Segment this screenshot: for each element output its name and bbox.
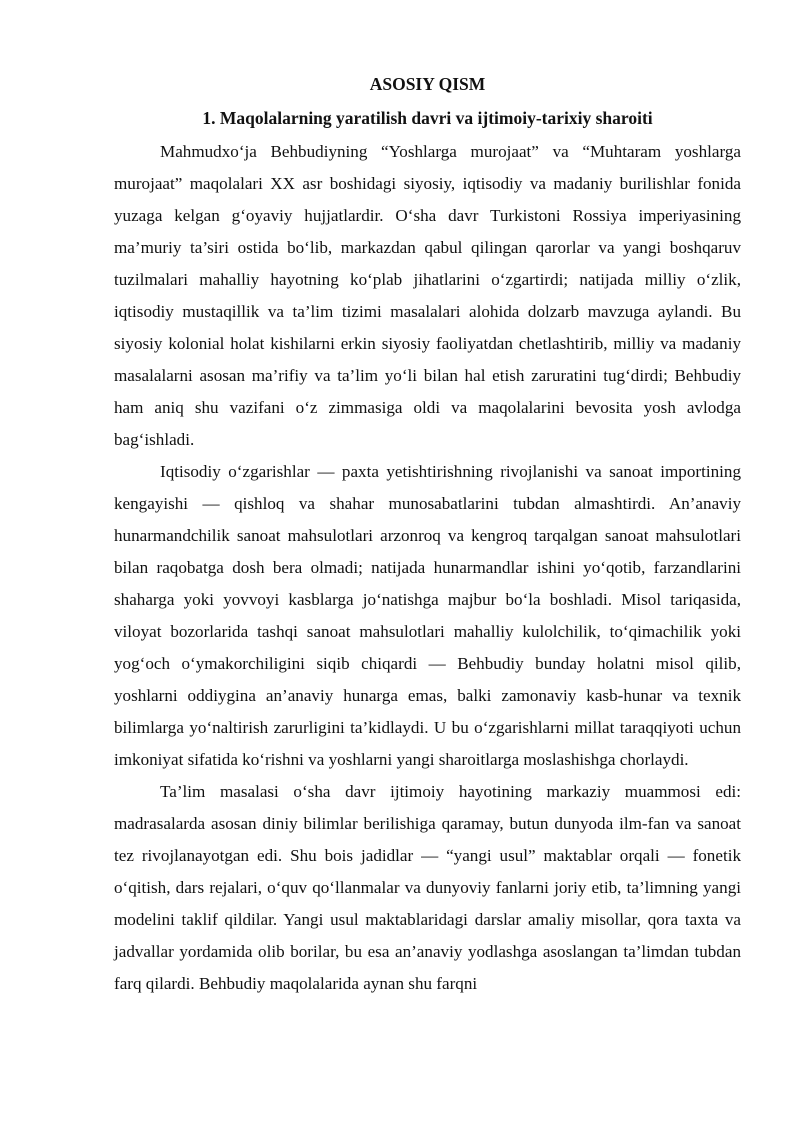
document-page (114, 72, 741, 1000)
paragraph-1: Mahmudxo‘ja Behbudiyning “Yoshlarga murojaat” va “Muhtaram yoshlarga murojaat” maqolalari XX asr boshidagi siyosiy, iqtisodiy va madaniy burilishlar fonida yuzaga kelgan g‘oyaviy hujjatlardir. O‘sha davr Turkistoni Rossiya imperiyasining ma’muriy ta’siri ostida bo‘lib, markazdan qabul qilingan qarorlar va yangi boshqaruv tuzilmalari mahalliy hayotning ko‘plab jihatlarini o‘zgartirdi; natijada milliy o‘zlik, iqtisodiy mustaqillik va ta’lim tizimi masalalari alohida dolzarb mavzuga aylandi. Bu siyosiy kolonial holat kishilarni erkin siyosiy faoliyatdan chetlashtirib, milliy va madaniy masalalarni asosan ma’rifiy va ta’lim yo‘li bilan hal etish zaruratini tug‘dirdi; Behbudiy ham aniq shu vazifani o‘z zimmasiga oldi va maqolalarini bevosita yosh avlodga bag‘ishladi. (114, 142, 741, 449)
main-heading: ASOSIY QISM (369, 74, 486, 94)
section-heading: 1. Maqolalarning yaratilish davri va ijtimoiy-tarixiy sharoiti (202, 108, 653, 128)
paragraph-3: Ta’lim masalasi o‘sha davr ijtimoiy hayotining markaziy muammosi edi: madrasalarda asosan diniy bilimlar berilishiga qaramay, butun dunyoda ilm-fan va sanoat tez rivojlanayotgan edi. Shu bois jadidlar — “yangi usul” maktablar orqali — fonetik o‘qitish, dars rejalari, o‘quv qo‘llanmalar va dunyoviy fanlarni joriy etib, ta’limning yangi modelini taklif qildilar. Yangi usul maktablaridagi darslar amaliy misollar, qora taxta va jadvallar yordamida olib borilar, bu esa an’anaviy yodlashga asoslangan ta’limdan tubdan farq qilardi. Behbudiy maqolalarida aynan shu farqni (114, 782, 741, 993)
paragraph-2: Iqtisodiy o‘zgarishlar — paxta yetishtirishning rivojlanishi va sanoat importining kengayishi — qishloq va shahar munosabatlarini tubdan almashtirdi. An’anaviy hunarmandchilik sanoat mahsulotlari arzonroq va kengroq tarqalgan sanoat mahsulotlari bilan raqobatga dosh bera olmadi; natijada hunarmandlar ishini yo‘qotib, farzandlarini shaharga yoki yovvoyi kasblarga jo‘natishga majbur bo‘la boshladi. Misol tariqasida, viloyat bozorlarida tashqi sanoat mahsulotlari mahalliy kulolchilik, to‘qimachilik yoki yog‘och o‘ymakorchiligini siqib chiqardi — Behbudiy bunday holatni misol qilib, yoshlarni oddiygina an’anaviy hunarga emas, balki zamonaviy kasb-hunar va texnik bilimlarga yo‘naltirish zarurligini ta’kidlaydi. U bu o‘zgarishlarni millat taraqqiyoti uchun imkoniyat sifatida ko‘rishni va yoshlarni yangi sharoitlarga moslashishga chorlaydi. (114, 462, 741, 769)
